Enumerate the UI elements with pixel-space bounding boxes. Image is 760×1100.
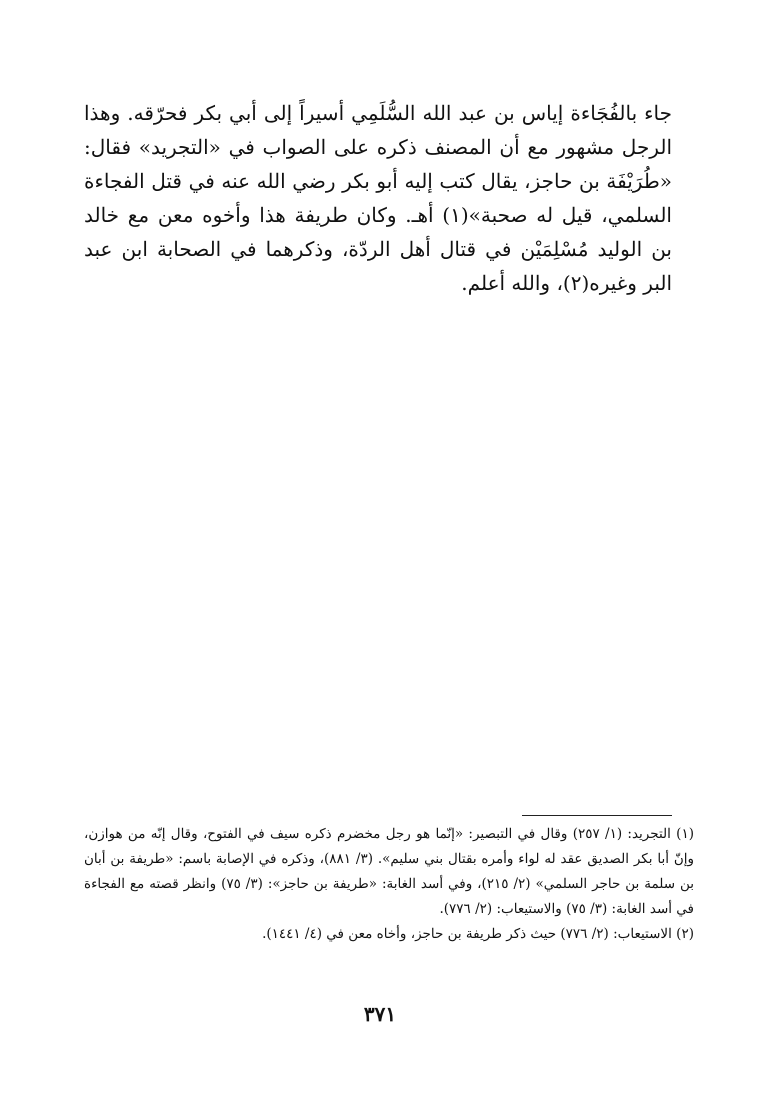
footnote-separator bbox=[522, 815, 672, 816]
footnote-2: (٢) الاستيعاب: (٢/ ٧٧٦) حيث ذكر طريفة بن حاجز، وأخاه معن في (٤/ ١٤٤١). bbox=[262, 926, 694, 942]
footnote-1: (١) التجريد: (١/ ٢٥٧) وقال في التبصير: «إنّما هو رجل مخضرم ذكره سيف في الفتوح، وقال إنّه من هوازن، وإنّ أبا بكر الصديق عقد له لواء وأمره بقتال بني سليم». (٣/ ٨٨١)، وذكره في الإصابة باسم: «طريفة بن أبان بن سلمة بن حاجر السلمي» (٢/ ٢١٥)، وفي أسد الغابة: «طريفة بن حاجز»: (٣/ ٧٥) وانظر قصته مع الفجاءة في أسد الغابة: (٣/ ٧٥) والاستيعاب: (٢/ ٧٧٦). bbox=[84, 826, 695, 917]
page-number: ٣٧١ bbox=[363, 1002, 397, 1026]
main-text-block bbox=[84, 96, 672, 300]
main-paragraph: جاء بالفُجَاءة إياس بن عبد الله السُّلَمِي أسيراً إلى أبي بكر فحرّقه. وهذا الرجل مشهور مع أن المصنف ذكره على الصواب في «التجريد» فقال: «طُرَيْفَة بن حاجز، يقال كتب إليه أبو بكر رضي الله عنه في قتل الفجاءة السلمي، قيل له صحبة»(١) أهـ. وكان طريفة هذا وأخوه معن مع خالد بن الوليد مُسْلِمَيْن في قتال أهل الردّة، وذكرهما في الصحابة ابن عبد البر وغيره(٢)، والله أعلم. bbox=[84, 101, 672, 295]
footnotes-block bbox=[84, 822, 694, 947]
